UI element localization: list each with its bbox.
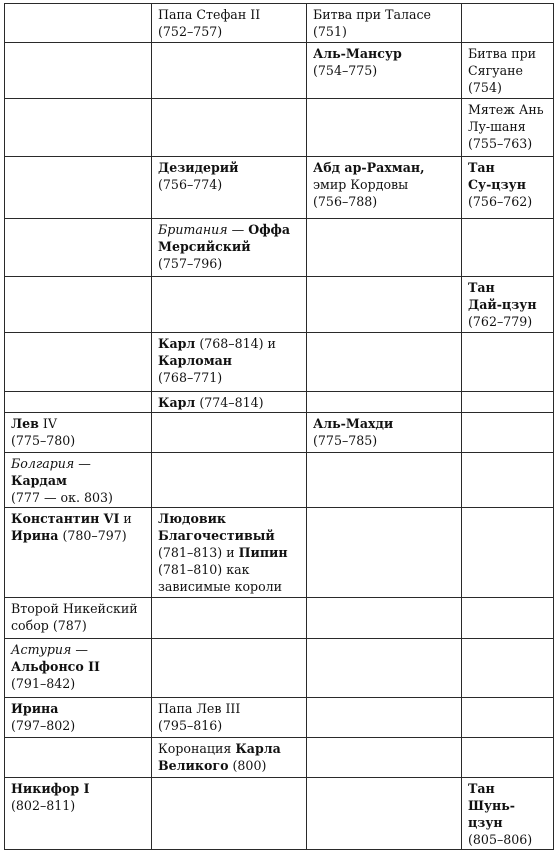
- table-cell: [152, 99, 307, 157]
- table-cell: [462, 453, 554, 508]
- table-row: [5, 453, 554, 508]
- table-row: [5, 277, 554, 333]
- cell-text: Тан: [468, 160, 495, 175]
- table-cell: [152, 277, 307, 333]
- table-cell: [5, 157, 152, 219]
- table-row: [5, 778, 554, 850]
- table-cell: [307, 738, 462, 778]
- table-cell: [307, 333, 462, 392]
- cell-text: Дай-цзун: [468, 297, 537, 312]
- cell-text: Аль-Махди: [313, 416, 394, 431]
- table-cell: [152, 413, 307, 453]
- cell-text: (775–780): [11, 433, 76, 448]
- cell-text: Оффа: [248, 222, 291, 237]
- table-cell: [307, 219, 462, 277]
- cell-text: Константин VI: [11, 511, 120, 526]
- cell-text: Болгария: [11, 456, 75, 471]
- table-cell: [307, 413, 462, 453]
- table-cell: [307, 698, 462, 738]
- cell-text: Тан: [468, 781, 495, 796]
- table-cell: [307, 277, 462, 333]
- cell-text: (756–774): [158, 177, 223, 192]
- cell-text: Папа Лев III: [158, 701, 241, 716]
- cell-text: (781–813) и: [158, 545, 239, 560]
- cell-text: —: [71, 642, 88, 657]
- chronology-table: [4, 3, 554, 850]
- cell-text: (756–788): [313, 194, 378, 209]
- cell-text: Великого: [158, 758, 229, 773]
- table-row: [5, 392, 554, 413]
- cell-text: Британия: [158, 222, 228, 237]
- table-cell: [5, 333, 152, 392]
- table-cell: [307, 157, 462, 219]
- cell-text: Лу-шаня: [468, 119, 526, 134]
- table-cell: [152, 392, 307, 413]
- table-cell: [5, 4, 152, 43]
- cell-text: Битва при: [468, 46, 537, 61]
- cell-text: (777 — ок. 803): [11, 490, 113, 505]
- table-row: [5, 43, 554, 99]
- cell-text: (800): [228, 758, 267, 773]
- table-cell: [5, 453, 152, 508]
- cell-text: и: [119, 511, 132, 526]
- cell-text: (754): [468, 80, 502, 95]
- table-cell: [307, 453, 462, 508]
- table-row: [5, 738, 554, 778]
- table-cell: [152, 333, 307, 392]
- cell-text: Лев: [11, 416, 39, 431]
- cell-text: (780–797): [58, 528, 127, 543]
- cell-text: Второй Никейский: [11, 601, 138, 616]
- table-row: [5, 99, 554, 157]
- table-cell: [462, 508, 554, 598]
- cell-text: (791–842): [11, 676, 76, 691]
- cell-text: Сягуане: [468, 63, 523, 78]
- table-cell: [152, 639, 307, 698]
- cell-text: Благочестивый: [158, 528, 275, 543]
- table-cell: [462, 157, 554, 219]
- cell-text: (781–810) как: [158, 562, 250, 577]
- table-cell: [5, 698, 152, 738]
- cell-text: Мерсийский: [158, 239, 251, 254]
- table-cell: [462, 778, 554, 850]
- table-cell: [462, 413, 554, 453]
- cell-text: (774–814): [195, 395, 264, 410]
- table-cell: [152, 598, 307, 639]
- table-cell: [152, 43, 307, 99]
- table-row: [5, 4, 554, 43]
- table-cell: [307, 508, 462, 598]
- cell-text: —: [74, 456, 91, 471]
- cell-text: (795–816): [158, 718, 223, 733]
- table-cell: [462, 99, 554, 157]
- table-cell: [307, 778, 462, 850]
- cell-text: Тан: [468, 280, 495, 295]
- table-row: [5, 508, 554, 598]
- cell-text: Карла: [235, 741, 281, 756]
- cell-text: IV: [38, 416, 57, 431]
- cell-text: Шунь-цзун: [468, 798, 516, 830]
- table-cell: [307, 99, 462, 157]
- cell-text: (797–802): [11, 718, 76, 733]
- cell-text: —: [227, 222, 249, 237]
- cell-text: Дезидерий: [158, 160, 239, 175]
- cell-text: Ирина: [11, 528, 59, 543]
- table-row: [5, 333, 554, 392]
- cell-text: (775–785): [313, 433, 378, 448]
- table-cell: [152, 453, 307, 508]
- cell-text: Ирина: [11, 701, 59, 716]
- table-cell: [152, 778, 307, 850]
- cell-text: Коронация: [158, 741, 236, 756]
- table-cell: [462, 698, 554, 738]
- table-cell: [5, 43, 152, 99]
- chronology-table-body: [5, 4, 554, 850]
- cell-text: (768–771): [158, 370, 223, 385]
- table-cell: [462, 333, 554, 392]
- table-cell: [5, 598, 152, 639]
- table-cell: [5, 778, 152, 850]
- cell-text: (768–814) и: [195, 336, 276, 351]
- table-cell: [462, 598, 554, 639]
- cell-text: (757–796): [158, 256, 223, 271]
- table-cell: [5, 277, 152, 333]
- table-cell: [307, 639, 462, 698]
- table-cell: [307, 598, 462, 639]
- table-cell: [462, 219, 554, 277]
- cell-text: (762–779): [468, 314, 533, 329]
- cell-text: Аль-Мансур: [313, 46, 402, 61]
- cell-text: Астурия: [11, 642, 72, 657]
- table-cell: [462, 43, 554, 99]
- cell-text: собор (787): [11, 618, 87, 633]
- cell-text: зависимые короли: [158, 579, 283, 594]
- table-cell: [5, 639, 152, 698]
- cell-text: Папа Стефан II: [158, 7, 261, 22]
- cell-text: (805–806): [468, 832, 533, 847]
- table-row: [5, 219, 554, 277]
- cell-text: Карл: [158, 336, 196, 351]
- table-cell: [152, 157, 307, 219]
- table-row: [5, 698, 554, 738]
- table-cell: [462, 4, 554, 43]
- cell-text: Карл: [158, 395, 196, 410]
- cell-text: Битва при Таласе: [313, 7, 431, 22]
- table-cell: [5, 508, 152, 598]
- table-row: [5, 598, 554, 639]
- cell-text: Карломан: [158, 353, 233, 368]
- cell-text: Абд ар-Рахман,: [313, 160, 425, 175]
- table-cell: [462, 277, 554, 333]
- cell-text: эмир Кордовы: [313, 177, 409, 192]
- table-cell: [5, 738, 152, 778]
- table-cell: [5, 392, 152, 413]
- table-cell: [462, 639, 554, 698]
- table-cell: [152, 738, 307, 778]
- table-cell: [462, 392, 554, 413]
- cell-text: (752–757): [158, 24, 223, 39]
- table-cell: [5, 219, 152, 277]
- table-cell: [152, 4, 307, 43]
- table-cell: [307, 43, 462, 99]
- cell-text: Су-цзун: [468, 177, 526, 192]
- cell-text: Альфонсо II: [11, 659, 100, 674]
- table-row: [5, 157, 554, 219]
- table-cell: [152, 698, 307, 738]
- cell-text: Никифор I: [11, 781, 90, 796]
- table-cell: [5, 413, 152, 453]
- table-cell: [5, 99, 152, 157]
- table-row: [5, 413, 554, 453]
- cell-text: (751): [313, 24, 347, 39]
- table-cell: [152, 508, 307, 598]
- table-cell: [152, 219, 307, 277]
- cell-text: (755–763): [468, 136, 533, 151]
- cell-text: (802–811): [11, 798, 76, 813]
- cell-text: Мятеж Ань: [468, 102, 544, 117]
- table-cell: [307, 4, 462, 43]
- cell-text: (754–775): [313, 63, 378, 78]
- table-row: [5, 639, 554, 698]
- cell-text: (756–762): [468, 194, 533, 209]
- table-cell: [307, 392, 462, 413]
- table-cell: [462, 738, 554, 778]
- cell-text: Кардам: [11, 473, 67, 488]
- cell-text: Людовик: [158, 511, 227, 526]
- cell-text: Пипин: [238, 545, 288, 560]
